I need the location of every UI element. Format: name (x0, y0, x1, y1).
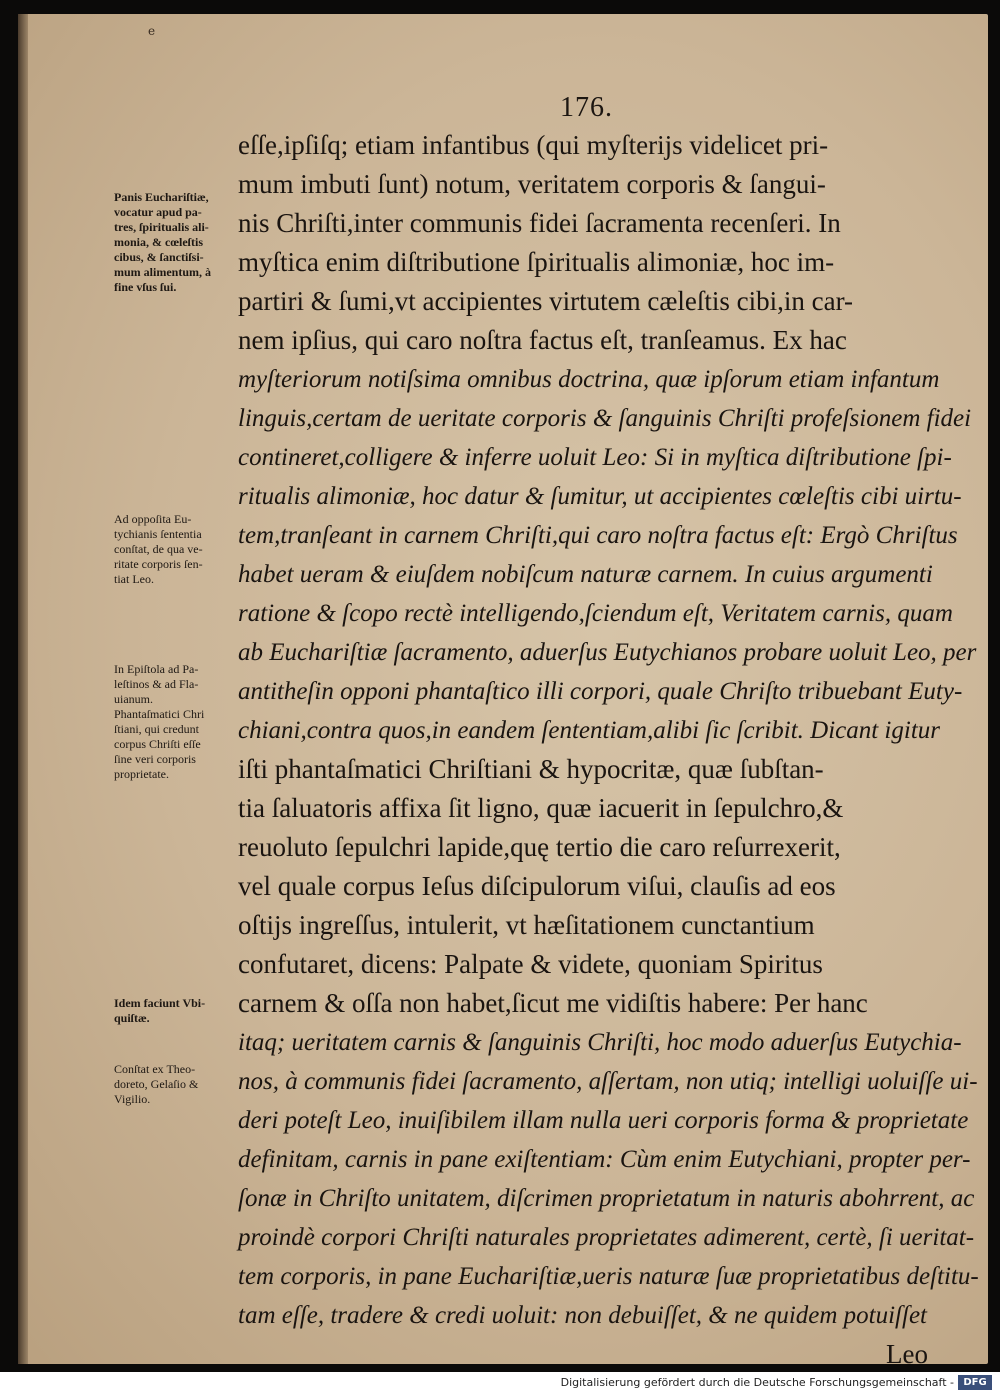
margin-note-line: In Epiſtola ad Pa- (114, 662, 199, 676)
margin-note-line: conſtat, de qua ve- (114, 542, 203, 556)
margin-note-line: quiſtæ. (114, 1011, 150, 1025)
text-line: definitam, carnis in pane exiſtentiam: Cùm enim Eutychiani, propter per- (238, 1146, 971, 1173)
text-line: ratione & ſcopo rectè intelligendo,ſciendum eſt, Veritatem carnis, quam (238, 600, 953, 627)
margin-note-line: Ad oppoſita Eu- (114, 512, 192, 526)
margin-note (114, 996, 266, 1026)
funding-notice: Digitalisierung gefördert durch die Deutsche Forschungsgemeinschaft - (560, 1376, 954, 1389)
text-line: deri poteſt Leo, inuiſibilem illam nulla ueri corporis forma & proprietate (238, 1107, 969, 1134)
text-line: reuoluto ſepulchri lapide,quę tertio die caro reſurrexerit, (238, 832, 841, 862)
margin-note-line: uianum. (114, 692, 153, 706)
text-line: itaq; ueritatem carnis & ſanguinis Chriſti, hoc modo aduerſus Eutychia- (238, 1029, 962, 1056)
margin-note (114, 512, 266, 587)
text-line: myſtica enim diſtributione ſpiritualis alimoniæ, hoc im- (238, 247, 835, 277)
margin-note-line: proprietate. (114, 767, 169, 781)
text-line: iſti phantaſmatici Chriſtiani & hypocritæ, quæ ſubſtan- (238, 754, 824, 784)
margin-note-line: monia, & cœleſtis (114, 235, 203, 249)
text-line: nem ipſius, qui caro noſtra factus eſt, tranſeamus. Ex hac (238, 325, 847, 355)
text-line: linguis,certam de ueritate corporis & ſanguinis Chriſti profeſsionem fidei (238, 405, 972, 432)
margin-note-line: Panis Euchariſtiæ, (114, 190, 209, 204)
text-line: tem,tranſeant in carnem Chriſti,qui caro noſtra factus eſt: Ergò Chriſtus (238, 522, 958, 549)
margin-note (114, 662, 266, 782)
text-line: oſtijs ingreſſus, intulerit, vt hæſitationem cunctantium (238, 910, 815, 940)
text-line: ſonæ in Chriſto unitatem, diſcrimen proprietatum in naturis abohrrent, ac (238, 1185, 975, 1212)
margin-note-line: tychianis ſententia (114, 527, 202, 541)
text-line: eſſe,ipſiſq; etiam infantibus (qui myſterijs videlicet pri- (238, 130, 829, 160)
text-line: nos, à communis fidei ſacramento, aſſertam, non utiq; intelligi uoluiſſe ui- (238, 1068, 978, 1095)
margin-note-line: corpus Chriſti eſſe (114, 737, 201, 751)
text-line: chiani,contra quos,in eandem ſententiam,alibi ſic ſcribit. Dicant igitur (238, 717, 941, 744)
text-line: nis Chriſti,inter communis fidei ſacramenta recenſeri. In (238, 208, 841, 238)
margin-note-line: tres, ſpiritualis ali- (114, 220, 209, 234)
margin-note-line: ſine veri corporis (114, 752, 196, 766)
corner-mark: e (148, 24, 156, 38)
text-line: confutaret, dicens: Palpate & videte, quoniam Spiritus (238, 949, 823, 979)
margin-note-line: leſtinos & ad Fla- (114, 677, 199, 691)
main-text-block (238, 126, 979, 1374)
margin-note-line: ritate corporis ſen- (114, 557, 203, 571)
margin-note-line: tiat Leo. (114, 572, 154, 586)
margin-note-line: Conſtat ex Theo- (114, 1062, 196, 1076)
dfg-logo: DFG (958, 1375, 992, 1390)
text-line: ab Euchariſtiæ ſacramento, aduerſus Eutychianos probare uoluit Leo, per (238, 639, 977, 666)
margin-note-line: mum alimentum, à (114, 265, 211, 279)
footer-bar (0, 1372, 1000, 1395)
catchword: Leo (886, 1339, 928, 1369)
text-line: tia ſaluatoris affixa ſit ligno, quæ iacuerit in ſepulchro,& (238, 793, 844, 823)
margin-note-line: Vigilio. (114, 1092, 151, 1106)
margin-note-line: ſtiani, qui credunt (114, 722, 199, 736)
text-line: proindè corpori Chriſti naturales proprietates adimerent, certè, ſi ueritat- (238, 1224, 975, 1251)
margin-note-line: cibus, & ſanctiſsi- (114, 250, 204, 264)
margin-note-line: fine vſus ſui. (114, 280, 177, 294)
text-line: mum imbuti ſunt) notum, veritatem corporis & ſangui- (238, 169, 826, 199)
margin-note-line: Idem faciunt Vbi- (114, 996, 206, 1010)
page-number: 176. (560, 92, 613, 123)
text-line: partiri & ſumi,vt accipientes virtutem cæleſtis cibi,in car- (238, 286, 854, 316)
text-line: ritualis alimoniæ, hoc datur & ſumitur, ut accipientes cœleſtis cibi uirtu- (238, 483, 962, 510)
margin-note (114, 1062, 266, 1107)
text-line: antitheſin opponi phantaſtico illi corpori, quale Chriſto tribuebant Euty- (238, 678, 963, 705)
text-line: carnem & oſſa non habet,ſicut me vidiſtis habere: Per hanc (238, 988, 868, 1018)
text-line: habet ueram & eiuſdem nobiſcum naturæ carnem. In cuius argumenti (238, 561, 933, 588)
text-line: tem corporis, in pane Euchariſtiæ,ueris naturæ ſuæ proprietatibus deſtitu- (238, 1263, 979, 1290)
margin-note (114, 190, 266, 295)
text-line: contineret,colligere & inferre uoluit Leo: Si in myſtica diſtributione ſpi- (238, 444, 952, 471)
margin-note-line: Phantaſmatici Chri (114, 707, 205, 721)
margin-note-line: doreto, Gelaſio & (114, 1077, 199, 1091)
text-line: myſteriorum notiſsima omnibus doctrina, quæ ipſorum etiam infantum (238, 366, 940, 393)
text-line: tam eſſe, tradere & credi uoluit: non debuiſſet, & ne quidem potuiſſet (238, 1302, 927, 1329)
margin-note-line: vocatur apud pa- (114, 205, 202, 219)
binding-edge (18, 14, 28, 1364)
text-line: vel quale corpus Ieſus diſcipulorum viſui, clauſis ad eos (238, 871, 836, 901)
